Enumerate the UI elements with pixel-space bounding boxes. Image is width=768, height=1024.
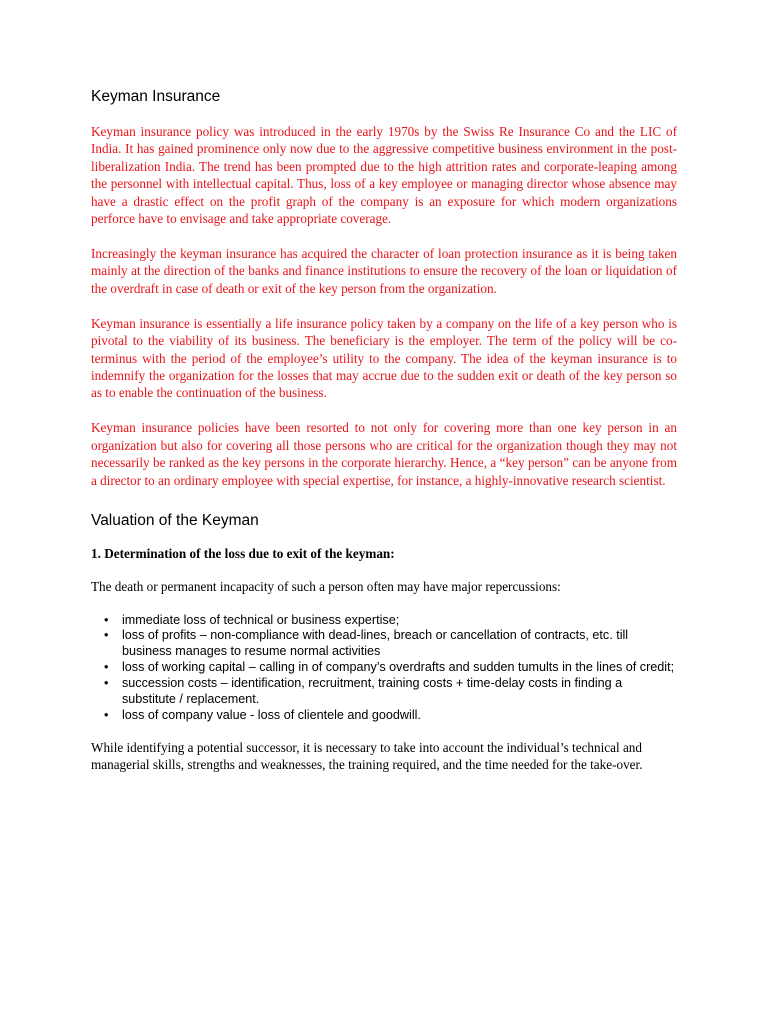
list-item: [91, 613, 677, 629]
list-item-text: loss of profits – non-compliance with dead-lines, breach or cancellation of contracts, etc. till business manages to resume normal activities: [122, 628, 629, 659]
list-item: [91, 660, 677, 676]
list-item-text: immediate loss of technical or business expertise;: [122, 612, 400, 627]
list-item-text: succession costs – identification, recruitment, training costs + time-delay costs in finding a substitute / replacement.: [122, 676, 623, 707]
document-title: Keyman Insurance: [91, 88, 221, 105]
bullet-icon: •: [104, 660, 109, 675]
subsection-title: 1. Determination of the loss due to exit of the keyman:: [91, 546, 395, 562]
intro-paragraph-2: Increasingly the keyman insurance has acquired the character of loan protection insurance as it is being taken mainly at the direction of the banks and finance institutions to ensure the recovery of the loan or liquidation of the overdraft in case of death or exit of the key person from the organization.: [91, 246, 677, 296]
list-item: [91, 628, 677, 660]
repercussions-list: [91, 613, 677, 724]
bullet-icon: •: [104, 612, 109, 627]
list-item: [91, 676, 677, 708]
repercussions-intro: The death or permanent incapacity of such a person often may have major repercussions:: [91, 578, 561, 594]
closing-paragraph: While identifying a potential successor, it is necessary to take into account the individual’s technical and managerial skills, strengths and weaknesses, the training required, and the time needed for the take-over.: [91, 739, 643, 773]
intro-paragraph-4: Keyman insurance policies have been resorted to not only for covering more than one key person in an organization but also for covering all those persons who are critical for the organization though they may not necessarily be ranked as the key persons in the corporate hierarchy. Hence, a “key person” can be anyone from a director to an ordinary employee with special expertise, for instance, a highly-innovative research scientist.: [91, 420, 677, 488]
list-item: [91, 708, 677, 724]
list-item-text: loss of working capital – calling in of company’s overdrafts and sudden tumults in the lines of credit;: [122, 660, 675, 675]
bullet-icon: •: [104, 676, 109, 691]
bullet-icon: •: [104, 628, 109, 643]
intro-paragraph-1: Keyman insurance policy was introduced in the early 1970s by the Swiss Re Insurance Co and the LIC of India. It has gained prominence only now due to the aggressive competitive business environment in the post-liberalization India. The trend has been prompted due to the high attrition rates and corporate-leaping among the personnel with intellectual capital. Thus, loss of a key employee or managing director whose absence may have a drastic effect on the profit graph of the company is an exposure for which modern organizations perforce have to envisage and take appropriate coverage.: [91, 124, 677, 227]
list-item-text: loss of company value - loss of clientele and goodwill.: [122, 707, 421, 722]
intro-paragraph-3: Keyman insurance is essentially a life insurance policy taken by a company on the life of a key person who is pivotal to the viability of its business. The beneficiary is the employer. The term of the policy will be co-terminus with the period of the employee’s utility to the company. The idea of the keyman insurance is to indemnify the organization for the losses that may accrue due to the sudden exit or death of the key person so as to enable the continuation of the business.: [91, 315, 677, 401]
document-page: [91, 88, 677, 791]
bullet-icon: •: [104, 707, 109, 722]
section-title: Valuation of the Keyman: [91, 512, 259, 530]
